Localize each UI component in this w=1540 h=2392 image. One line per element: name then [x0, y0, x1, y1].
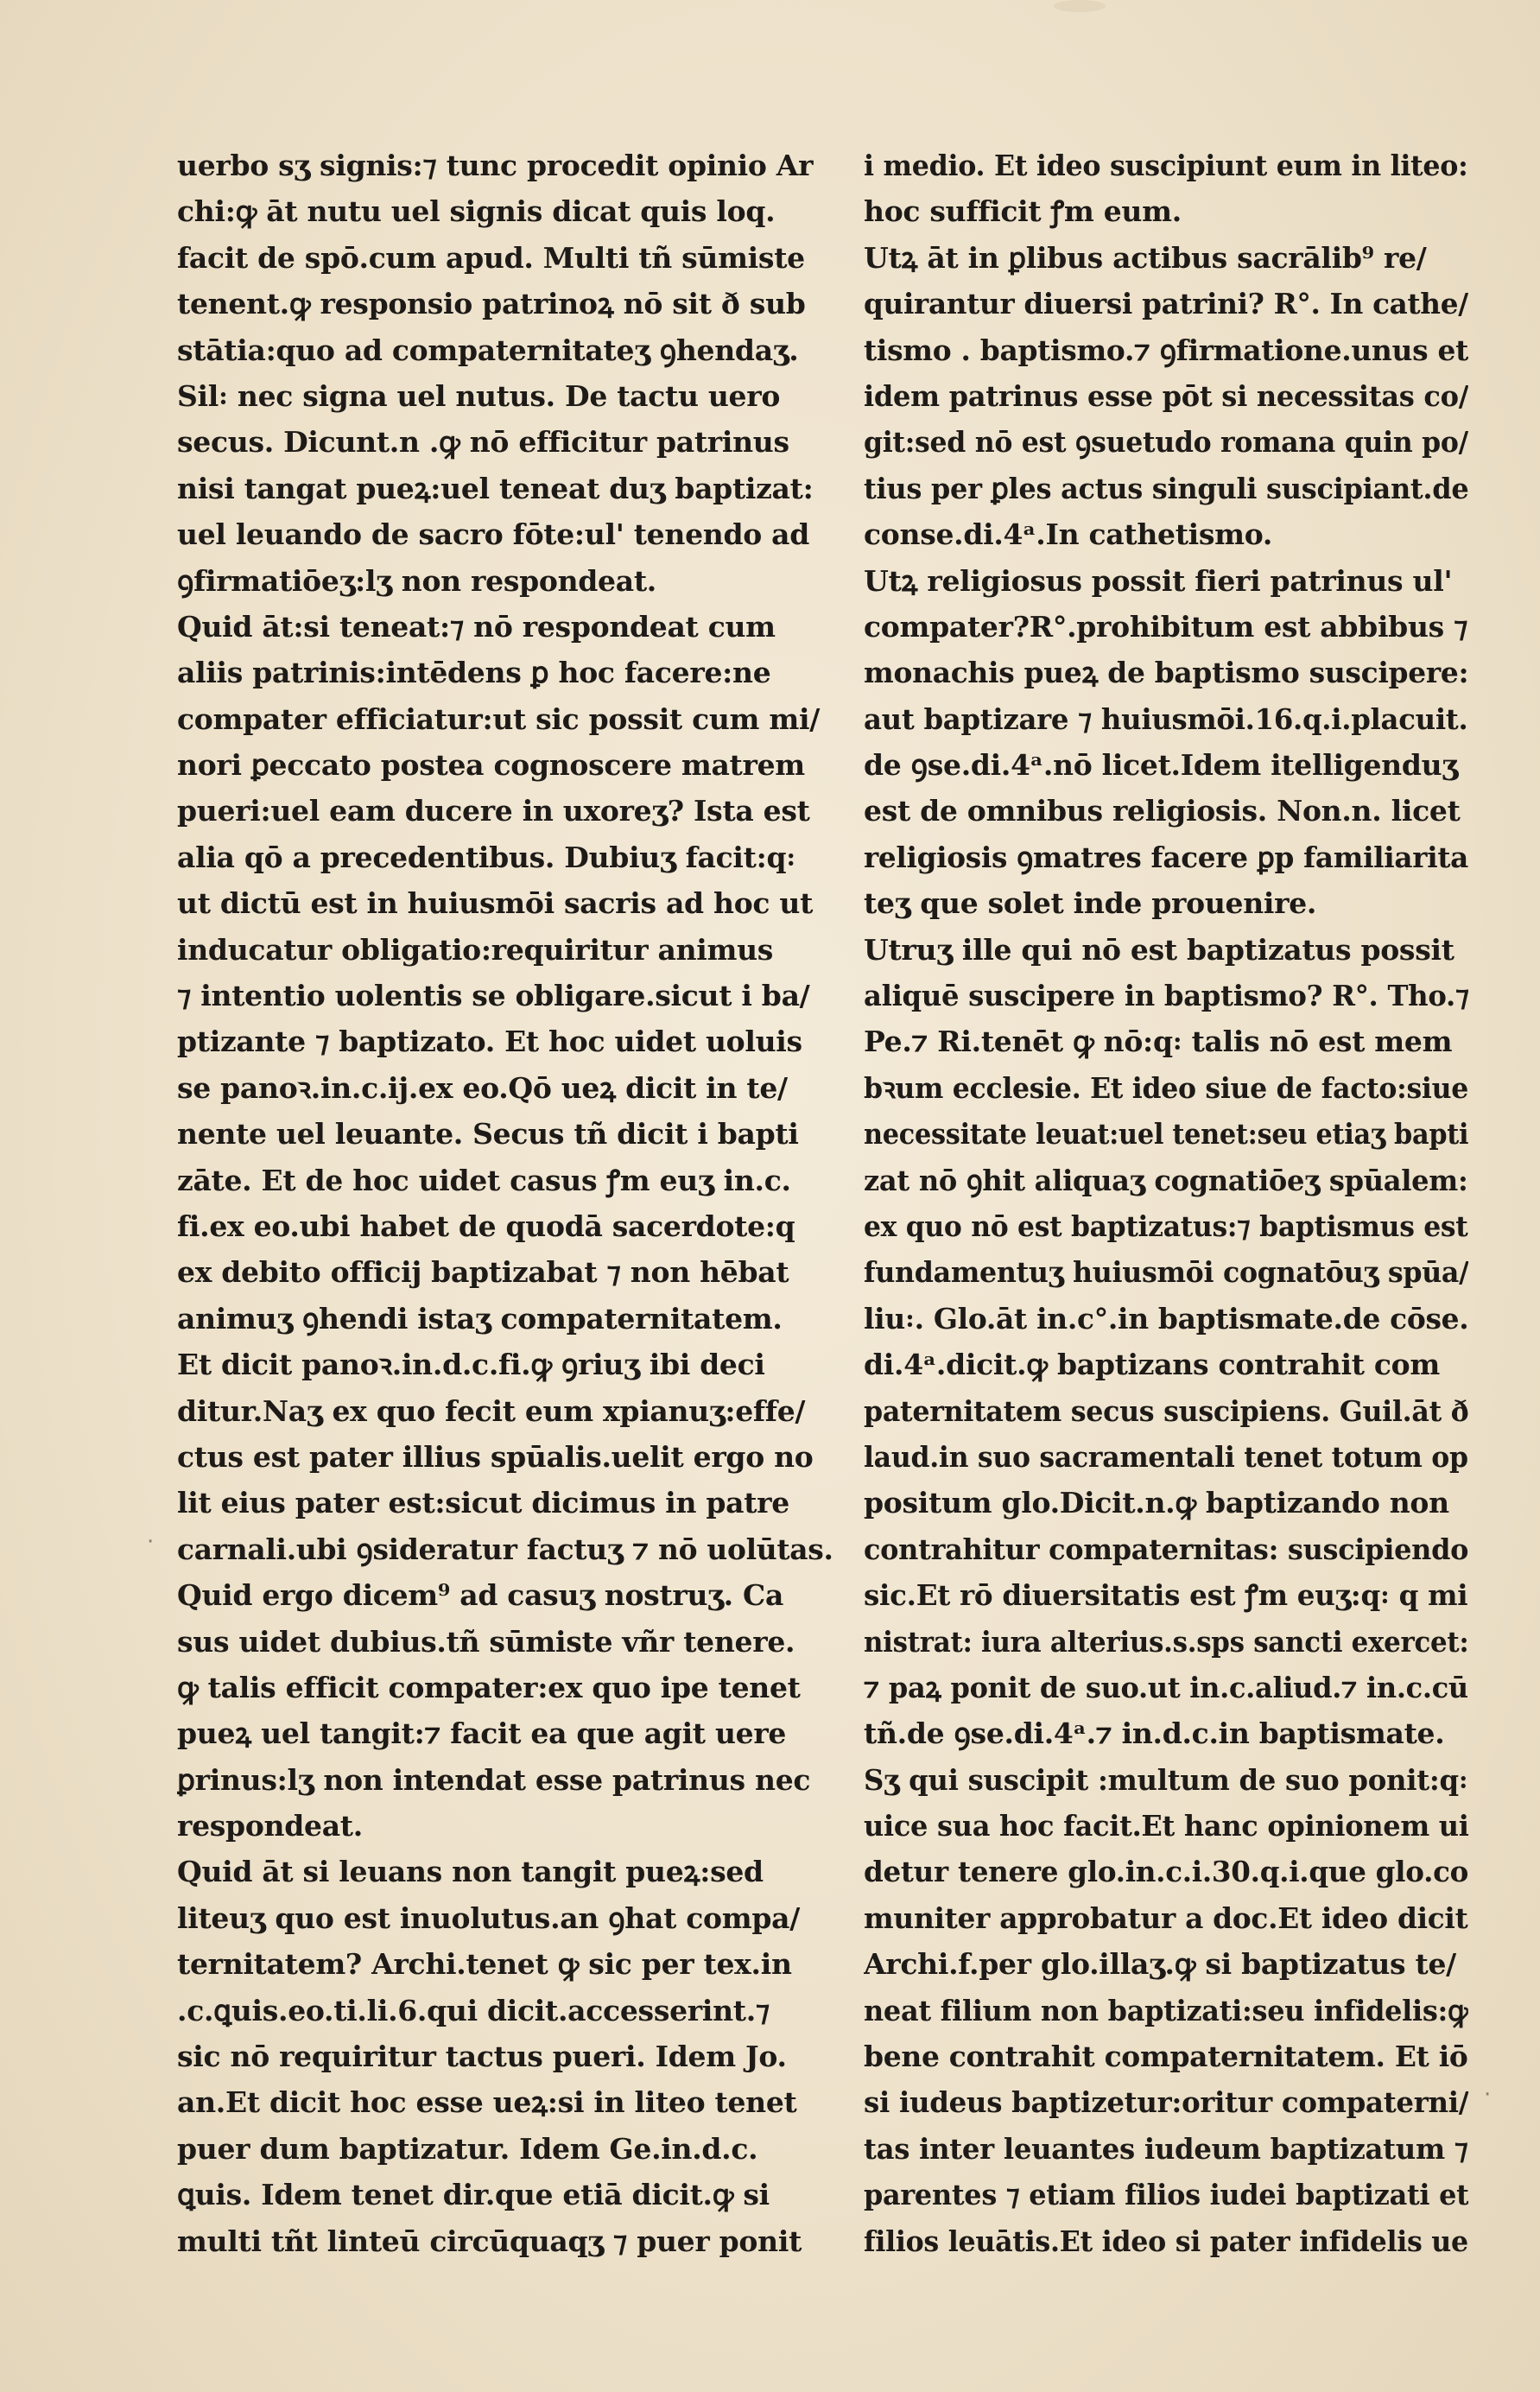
text-line: compater?R°.prohibitum est abbibus ⁊	[864, 609, 1468, 644]
text-line: Quid āt:si teneat:⁊ nō respondeat cum	[177, 609, 776, 644]
text-line: pueꝝ uel tangit:⁊ facit ea que agit uere	[177, 1716, 787, 1751]
text-line: ut dictū est in huiusmōi sacris ad hoc ut	[177, 886, 814, 921]
text-line: an.Et dicit hoc esse ueꝝ:si in liteo tenet	[177, 2085, 797, 2120]
text-line: necessitate leuat:uel tenet:seu etiaʒ bapti	[864, 1117, 1469, 1152]
text-line: stātia:quo ad compaternitateʒ ꝯhendaʒ.	[177, 333, 799, 367]
text-line: de ꝯse.di.4ᵃ.nō licet.Idem itelligenduʒ	[864, 748, 1458, 783]
text-line: inducatur obligatio:requiritur animus	[177, 932, 774, 967]
text-line: ⁊ intentio uolentis se obligare.sicut i ba/	[177, 979, 810, 1013]
text-line: hoc sufficit ꝭm eum.	[864, 194, 1182, 229]
text-line: aliis patrinis:intēdens ꝑ hoc facere:ne	[177, 656, 771, 690]
text-line: respondeat.	[177, 1809, 363, 1843]
text-line: animuʒ ꝯhendi istaʒ compaternitatem.	[177, 1301, 783, 1336]
text-line: teʒ que solet inde prouenire.	[864, 886, 1317, 921]
text-line: ⁊ paꝝ ponit de suo.ut in.c.aliud.⁊ in.c.cū	[864, 1670, 1468, 1704]
text-line: ctus est pater illius spūalis.uelit ergo no	[177, 1439, 814, 1474]
text-line: Utꝝ religiosus possit fieri patrinus ul'	[864, 563, 1453, 598]
text-line: tas inter leuantes iudeum baptizatum ⁊	[864, 2131, 1468, 2166]
text-line: filios leuātis.Et ideo si pater infidelis ue	[864, 2224, 1468, 2258]
text-line: se panoꝛ.in.c.ij.ex eo.Qō ueꝝ dicit in te/	[177, 1070, 788, 1105]
text-line: sic.Et rō diuersitatis est ꝭm euʒ:q꞉ q mi	[864, 1578, 1468, 1613]
text-line: aut baptizare ⁊ huiusmōi.16.q.i.placuit.	[864, 701, 1468, 736]
text-line: tñ.de ꝯse.di.4ᵃ.⁊ in.d.c.in baptismate.	[864, 1716, 1445, 1751]
text-line: muniter approbatur a doc.Et ideo dicit	[864, 1900, 1468, 1935]
margin-mark: ·	[147, 1529, 155, 1555]
text-line: liteuʒ quo est inuolutus.an ꝯhat compa/	[177, 1900, 800, 1935]
text-line: lit eius pater est:sicut dicimus in patre	[177, 1486, 789, 1520]
text-line: nori ꝑeccato postea cognoscere matrem	[177, 748, 805, 783]
text-line: Et dicit panoꝛ.in.d.c.fi.ꝙ ꝯriuʒ ibi deci	[177, 1348, 765, 1382]
text-line: Utꝝ āt in ꝑlibus actibus sacrālib⁹ re/	[864, 240, 1427, 275]
text-line: si iudeus baptizetur:oritur compaterni/	[864, 2085, 1469, 2120]
text-line: ternitatem? Archi.tenet ꝙ sic per tex.in	[177, 1947, 792, 1982]
text-line: positum glo.Dicit.n.ꝙ baptizando non	[864, 1486, 1449, 1520]
text-line: Utruʒ ille qui nō est baptizatus possit	[864, 932, 1454, 967]
text-line: pueri:uel eam ducere in uxoreʒ? Ista est	[177, 794, 810, 828]
text-line: uel leuando de sacro fōte:ul' tenendo ad	[177, 517, 809, 552]
text-line: ꝗuis. Idem tenet dir.que etiā dicit.ꝙ si	[177, 2178, 770, 2212]
text-line: parentes ⁊ etiam filios iudei baptizati et	[864, 2178, 1469, 2212]
text-line: religiosis ꝯmatres facere ꝑp familiarita	[864, 840, 1468, 874]
text-line: ꝑrinus:lʒ non intendat esse patrinus nec	[177, 1762, 811, 1797]
text-line: idem patrinus esse pōt si necessitas co/	[864, 378, 1468, 413]
text-line: ex quo nō est baptizatus:⁊ baptismus est	[864, 1209, 1468, 1243]
margin-mark: ·	[1484, 2082, 1492, 2108]
text-line: ditur.Naʒ ex quo fecit eum xpianuʒ:effe/	[177, 1393, 806, 1428]
text-line: tismo . baptismo.⁊ ꝯfirmatione.unus et	[864, 333, 1468, 367]
text-line: paternitatem secus suscipiens. Guil.āt ð	[864, 1393, 1469, 1428]
text-line: Sil꞉ nec signa uel nutus. De tactu uero	[177, 378, 781, 413]
text-line: nente uel leuante. Secus tñ dicit i bapti	[177, 1117, 799, 1152]
text-line: detur tenere glo.in.c.i.30.q.i.que glo.co	[864, 1855, 1468, 1889]
text-column-left	[177, 143, 833, 2264]
text-line: sus uidet dubius.tñ sūmiste vñr tenere.	[177, 1624, 795, 1659]
text-line: Pe.⁊ Ri.tenēt ꝙ nō:q꞉ talis nō est mem	[864, 1025, 1453, 1059]
text-line: Sʒ qui suscipit :multum de suo ponit:q꞉	[864, 1762, 1468, 1797]
text-column-right	[864, 143, 1468, 2264]
text-line: di.4ᵃ.dicit.ꝙ baptizans contrahit com	[864, 1348, 1440, 1382]
text-line: fi.ex eo.ubi habet de quodā sacerdote:q	[177, 1209, 795, 1243]
text-line: uerbo sʒ signis:⁊ tunc procedit opinio Ar	[177, 149, 814, 182]
text-line: est de omnibus religiosis. Non.n. licet	[864, 794, 1461, 828]
text-line: i medio. Et ideo suscipiunt eum in liteo:	[864, 149, 1468, 182]
text-line: liu꞉. Glo.āt in.c°.in baptismate.de cōse.	[864, 1301, 1469, 1336]
text-line: Archi.f.per glo.illaʒ.ꝙ si baptizatus te/	[864, 1947, 1456, 1982]
text-line: Quid ergo dicem⁹ ad casuʒ nostruʒ. Ca	[177, 1578, 784, 1613]
text-line: zat nō ꝯhit aliquaʒ cognatiōeʒ spūalem:	[864, 1163, 1468, 1197]
text-line: ptizante ⁊ baptizato. Et hoc uidet uoluis	[177, 1025, 802, 1059]
text-line: secus. Dicunt.n .ꝙ nō efficitur patrinus	[177, 425, 789, 460]
text-line: ex debito officij baptizabat ⁊ non hēbat	[177, 1255, 789, 1290]
text-line: neat filium non baptizati:seu infidelis:ꝙ	[864, 1993, 1468, 2027]
text-line: carnali.ubi ꝯsideratur factuʒ ⁊ nō uolūtas.	[177, 1532, 833, 1566]
text-line: uice sua hoc facit.Et hanc opinionem ui	[864, 1809, 1469, 1843]
text-line: fundamentuʒ huiusmōi cognatōuʒ spūa/	[864, 1255, 1469, 1290]
text-line: monachis pueꝝ de baptismo suscipere:	[864, 656, 1469, 690]
text-line: compater efficiatur:ut sic possit cum mi/	[177, 701, 820, 736]
text-line: puer dum baptizatur. Idem Ge.in.d.c.	[177, 2131, 758, 2166]
text-line: chi:ꝙ āt nutu uel signis dicat quis loq.	[177, 194, 776, 229]
text-line: git:sed nō est ꝯsuetudo romana quin po/	[864, 425, 1468, 460]
text-line: ꝙ talis efficit compater:ex quo ipe tenet	[177, 1670, 801, 1704]
text-line: alia qō a precedentibus. Dubiuʒ facit:q꞉	[177, 840, 795, 874]
text-line: quirantur diuersi patrini? R°. In cathe/	[864, 287, 1468, 321]
text-line: multi tñt linteū circūquaqʒ ⁊ puer ponit	[177, 2224, 802, 2258]
text-line: laud.in suo sacramentali tenet totum op	[864, 1439, 1468, 1474]
text-line: conse.di.4ᵃ.In cathetismo.	[864, 517, 1273, 552]
text-line: aliquē suscipere in baptismo? R°. Tho.⁊	[864, 979, 1469, 1013]
text-line: contrahitur compaternitas: suscipiendo	[864, 1532, 1468, 1566]
text-line: bene contrahit compaternitatem. Et iō	[864, 2040, 1468, 2074]
text-line: zāte. Et de hoc uidet casus ꝭm euʒ in.c.	[177, 1163, 791, 1197]
text-line: .c.ꝗuis.eo.ti.li.6.qui dicit.accesserint.⁊	[177, 1993, 770, 2027]
text-line: nistrat: iura alterius.s.sps sancti exercet:	[864, 1624, 1469, 1659]
text-line: sic nō requiritur tactus pueri. Idem Jo.	[177, 2040, 787, 2074]
text-line: bꝛum ecclesie. Et ideo siue de facto:siue	[864, 1070, 1468, 1105]
text-line: tenent.ꝙ responsio patrinoꝝ nō sit ð sub	[177, 287, 806, 321]
text-line: facit de spō.cum apud. Multi tñ sūmiste	[177, 240, 805, 275]
text-line: Quid āt si leuans non tangit pueꝝ:sed	[177, 1855, 764, 1889]
text-line: tius per ꝑles actus singuli suscipiant.de	[864, 471, 1469, 505]
text-line: nisi tangat pueꝝ:uel teneat duʒ baptizat:	[177, 471, 814, 505]
paper-stain	[1054, 0, 1106, 12]
text-line: ꝯfirmatiōeʒ:lʒ non respondeat.	[177, 563, 656, 598]
